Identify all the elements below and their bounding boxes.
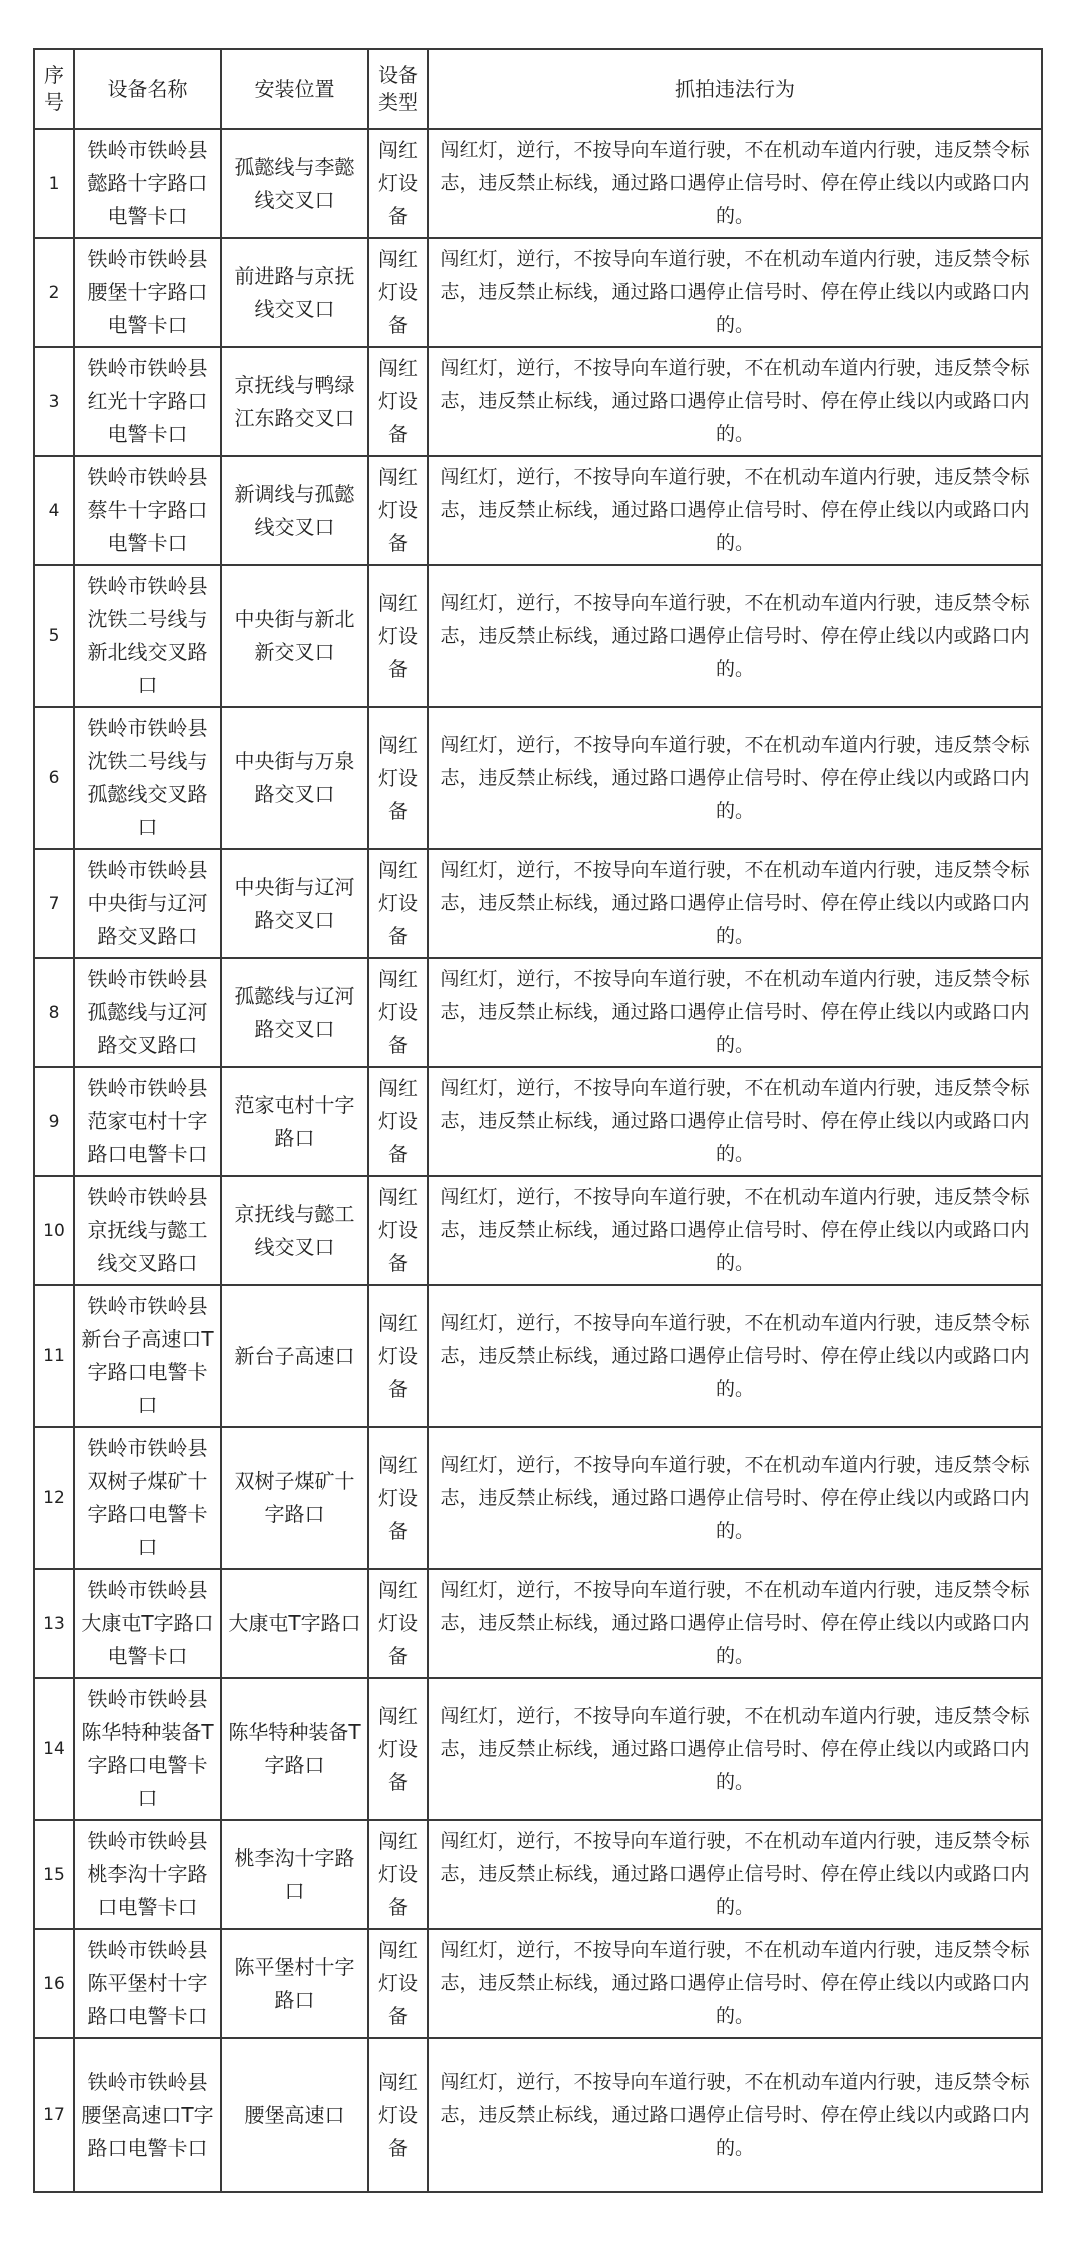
row-device-type: 闯红灯设备 bbox=[368, 565, 428, 707]
row-serial-number: 17 bbox=[34, 2038, 74, 2192]
row-device-type: 闯红灯设备 bbox=[368, 1067, 428, 1176]
row-install-location: 京抚线与鸭绿江东路交叉口 bbox=[221, 347, 368, 456]
row-captured-violations: 闯红灯，逆行，不按导向车道行驶，不在机动车道内行驶，违反禁令标志，违反禁止标线，通过路口遇停止信号时、停在停止线以内或路口内的。 bbox=[428, 129, 1042, 238]
row-device-name: 铁岭市铁岭县蔡牛十字路口电警卡口 bbox=[74, 456, 221, 565]
table-row bbox=[34, 2038, 1042, 2192]
table-row bbox=[34, 1929, 1042, 2038]
row-device-name: 铁岭市铁岭县双树子煤矿十字路口电警卡口 bbox=[74, 1427, 221, 1569]
row-device-name: 铁岭市铁岭县中央街与辽河路交叉路口 bbox=[74, 849, 221, 958]
row-serial-number: 4 bbox=[34, 456, 74, 565]
table-row bbox=[34, 1176, 1042, 1285]
row-captured-violations: 闯红灯，逆行，不按导向车道行驶，不在机动车道内行驶，违反禁令标志，违反禁止标线，通过路口遇停止信号时、停在停止线以内或路口内的。 bbox=[428, 1176, 1042, 1285]
header-captured-violations: 抓拍违法行为 bbox=[428, 49, 1042, 129]
row-device-type: 闯红灯设备 bbox=[368, 347, 428, 456]
row-install-location: 陈平堡村十字路口 bbox=[221, 1929, 368, 2038]
table-row bbox=[34, 707, 1042, 849]
table-row bbox=[34, 1067, 1042, 1176]
row-install-location: 孤懿线与李懿线交叉口 bbox=[221, 129, 368, 238]
row-install-location: 中央街与辽河路交叉口 bbox=[221, 849, 368, 958]
row-captured-violations: 闯红灯，逆行，不按导向车道行驶，不在机动车道内行驶，违反禁令标志，违反禁止标线，通过路口遇停止信号时、停在停止线以内或路口内的。 bbox=[428, 1678, 1042, 1820]
row-captured-violations: 闯红灯，逆行，不按导向车道行驶，不在机动车道内行驶，违反禁令标志，违反禁止标线，通过路口遇停止信号时、停在停止线以内或路口内的。 bbox=[428, 1820, 1042, 1929]
table-header-row bbox=[34, 49, 1042, 129]
row-serial-number: 11 bbox=[34, 1285, 74, 1427]
row-serial-number: 7 bbox=[34, 849, 74, 958]
row-device-type: 闯红灯设备 bbox=[368, 707, 428, 849]
camera-device-table bbox=[33, 48, 1043, 2193]
table-row bbox=[34, 347, 1042, 456]
row-captured-violations: 闯红灯，逆行，不按导向车道行驶，不在机动车道内行驶，违反禁令标志，违反禁止标线，通过路口遇停止信号时、停在停止线以内或路口内的。 bbox=[428, 1929, 1042, 2038]
row-captured-violations: 闯红灯，逆行，不按导向车道行驶，不在机动车道内行驶，违反禁令标志，违反禁止标线，通过路口遇停止信号时、停在停止线以内或路口内的。 bbox=[428, 456, 1042, 565]
row-device-type: 闯红灯设备 bbox=[368, 1820, 428, 1929]
row-device-name: 铁岭市铁岭县陈华特种装备T字路口电警卡口 bbox=[74, 1678, 221, 1820]
row-device-name: 铁岭市铁岭县京抚线与懿工线交叉路口 bbox=[74, 1176, 221, 1285]
row-captured-violations: 闯红灯，逆行，不按导向车道行驶，不在机动车道内行驶，违反禁令标志，违反禁止标线，通过路口遇停止信号时、停在停止线以内或路口内的。 bbox=[428, 347, 1042, 456]
row-device-name: 铁岭市铁岭县范家屯村十字路口电警卡口 bbox=[74, 1067, 221, 1176]
row-install-location: 中央街与万泉路交叉口 bbox=[221, 707, 368, 849]
row-captured-violations: 闯红灯，逆行，不按导向车道行驶，不在机动车道内行驶，违反禁令标志，违反禁止标线，通过路口遇停止信号时、停在停止线以内或路口内的。 bbox=[428, 849, 1042, 958]
row-device-type: 闯红灯设备 bbox=[368, 456, 428, 565]
row-device-name: 铁岭市铁岭县陈平堡村十字路口电警卡口 bbox=[74, 1929, 221, 2038]
row-device-name: 铁岭市铁岭县桃李沟十字路口电警卡口 bbox=[74, 1820, 221, 1929]
row-install-location: 京抚线与懿工线交叉口 bbox=[221, 1176, 368, 1285]
row-install-location: 孤懿线与辽河路交叉口 bbox=[221, 958, 368, 1067]
table-row bbox=[34, 1569, 1042, 1678]
row-serial-number: 10 bbox=[34, 1176, 74, 1285]
row-serial-number: 15 bbox=[34, 1820, 74, 1929]
row-serial-number: 14 bbox=[34, 1678, 74, 1820]
row-install-location: 腰堡高速口 bbox=[221, 2038, 368, 2192]
row-device-type: 闯红灯设备 bbox=[368, 958, 428, 1067]
row-install-location: 中央街与新北新交叉口 bbox=[221, 565, 368, 707]
row-serial-number: 9 bbox=[34, 1067, 74, 1176]
row-install-location: 陈华特种装备T字路口 bbox=[221, 1678, 368, 1820]
row-captured-violations: 闯红灯，逆行，不按导向车道行驶，不在机动车道内行驶，违反禁令标志，违反禁止标线，通过路口遇停止信号时、停在停止线以内或路口内的。 bbox=[428, 565, 1042, 707]
row-device-name: 铁岭市铁岭县懿路十字路口电警卡口 bbox=[74, 129, 221, 238]
row-install-location: 范家屯村十字路口 bbox=[221, 1067, 368, 1176]
row-install-location: 新调线与孤懿线交叉口 bbox=[221, 456, 368, 565]
row-install-location: 新台子高速口 bbox=[221, 1285, 368, 1427]
row-device-type: 闯红灯设备 bbox=[368, 1285, 428, 1427]
row-device-name: 铁岭市铁岭县腰堡高速口T字路口电警卡口 bbox=[74, 2038, 221, 2192]
row-install-location: 前进路与京抚线交叉口 bbox=[221, 238, 368, 347]
row-device-name: 铁岭市铁岭县新台子高速口T字路口电警卡口 bbox=[74, 1285, 221, 1427]
row-captured-violations: 闯红灯，逆行，不按导向车道行驶，不在机动车道内行驶，违反禁令标志，违反禁止标线，通过路口遇停止信号时、停在停止线以内或路口内的。 bbox=[428, 1285, 1042, 1427]
header-device-name: 设备名称 bbox=[74, 49, 221, 129]
row-captured-violations: 闯红灯，逆行，不按导向车道行驶，不在机动车道内行驶，违反禁令标志，违反禁止标线，通过路口遇停止信号时、停在停止线以内或路口内的。 bbox=[428, 1569, 1042, 1678]
table-row bbox=[34, 456, 1042, 565]
row-serial-number: 12 bbox=[34, 1427, 74, 1569]
row-device-name: 铁岭市铁岭县大康屯T字路口电警卡口 bbox=[74, 1569, 221, 1678]
row-captured-violations: 闯红灯，逆行，不按导向车道行驶，不在机动车道内行驶，违反禁令标志，违反禁止标线，通过路口遇停止信号时、停在停止线以内或路口内的。 bbox=[428, 2038, 1042, 2192]
table-row bbox=[34, 1285, 1042, 1427]
row-serial-number: 2 bbox=[34, 238, 74, 347]
row-device-type: 闯红灯设备 bbox=[368, 1929, 428, 2038]
table-row bbox=[34, 958, 1042, 1067]
row-install-location: 双树子煤矿十字路口 bbox=[221, 1427, 368, 1569]
row-device-type: 闯红灯设备 bbox=[368, 2038, 428, 2192]
table-row bbox=[34, 238, 1042, 347]
row-device-name: 铁岭市铁岭县沈铁二号线与孤懿线交叉路口 bbox=[74, 707, 221, 849]
row-serial-number: 8 bbox=[34, 958, 74, 1067]
table-row bbox=[34, 129, 1042, 238]
row-device-type: 闯红灯设备 bbox=[368, 1678, 428, 1820]
row-device-type: 闯红灯设备 bbox=[368, 849, 428, 958]
row-device-type: 闯红灯设备 bbox=[368, 1176, 428, 1285]
table-row bbox=[34, 1678, 1042, 1820]
header-install-location: 安装位置 bbox=[221, 49, 368, 129]
row-serial-number: 6 bbox=[34, 707, 74, 849]
row-captured-violations: 闯红灯，逆行，不按导向车道行驶，不在机动车道内行驶，违反禁令标志，违反禁止标线，通过路口遇停止信号时、停在停止线以内或路口内的。 bbox=[428, 1427, 1042, 1569]
row-device-name: 铁岭市铁岭县腰堡十字路口电警卡口 bbox=[74, 238, 221, 347]
row-captured-violations: 闯红灯，逆行，不按导向车道行驶，不在机动车道内行驶，违反禁令标志，违反禁止标线，通过路口遇停止信号时、停在停止线以内或路口内的。 bbox=[428, 238, 1042, 347]
row-device-name: 铁岭市铁岭县红光十字路口电警卡口 bbox=[74, 347, 221, 456]
row-device-name: 铁岭市铁岭县沈铁二号线与新北线交叉路口 bbox=[74, 565, 221, 707]
row-captured-violations: 闯红灯，逆行，不按导向车道行驶，不在机动车道内行驶，违反禁令标志，违反禁止标线，通过路口遇停止信号时、停在停止线以内或路口内的。 bbox=[428, 958, 1042, 1067]
row-captured-violations: 闯红灯，逆行，不按导向车道行驶，不在机动车道内行驶，违反禁令标志，违反禁止标线，通过路口遇停止信号时、停在停止线以内或路口内的。 bbox=[428, 707, 1042, 849]
row-device-type: 闯红灯设备 bbox=[368, 129, 428, 238]
row-device-type: 闯红灯设备 bbox=[368, 1569, 428, 1678]
table-row bbox=[34, 1820, 1042, 1929]
row-device-type: 闯红灯设备 bbox=[368, 238, 428, 347]
row-serial-number: 5 bbox=[34, 565, 74, 707]
row-captured-violations: 闯红灯，逆行，不按导向车道行驶，不在机动车道内行驶，违反禁令标志，违反禁止标线，通过路口遇停止信号时、停在停止线以内或路口内的。 bbox=[428, 1067, 1042, 1176]
row-install-location: 大康屯T字路口 bbox=[221, 1569, 368, 1678]
row-serial-number: 13 bbox=[34, 1569, 74, 1678]
row-device-type: 闯红灯设备 bbox=[368, 1427, 428, 1569]
table-row bbox=[34, 1427, 1042, 1569]
row-serial-number: 16 bbox=[34, 1929, 74, 2038]
row-device-name: 铁岭市铁岭县孤懿线与辽河路交叉路口 bbox=[74, 958, 221, 1067]
row-serial-number: 1 bbox=[34, 129, 74, 238]
header-serial-number: 序号 bbox=[34, 49, 74, 129]
row-serial-number: 3 bbox=[34, 347, 74, 456]
row-install-location: 桃李沟十字路口 bbox=[221, 1820, 368, 1929]
table-row bbox=[34, 565, 1042, 707]
header-device-type: 设备类型 bbox=[368, 49, 428, 129]
table-row bbox=[34, 849, 1042, 958]
